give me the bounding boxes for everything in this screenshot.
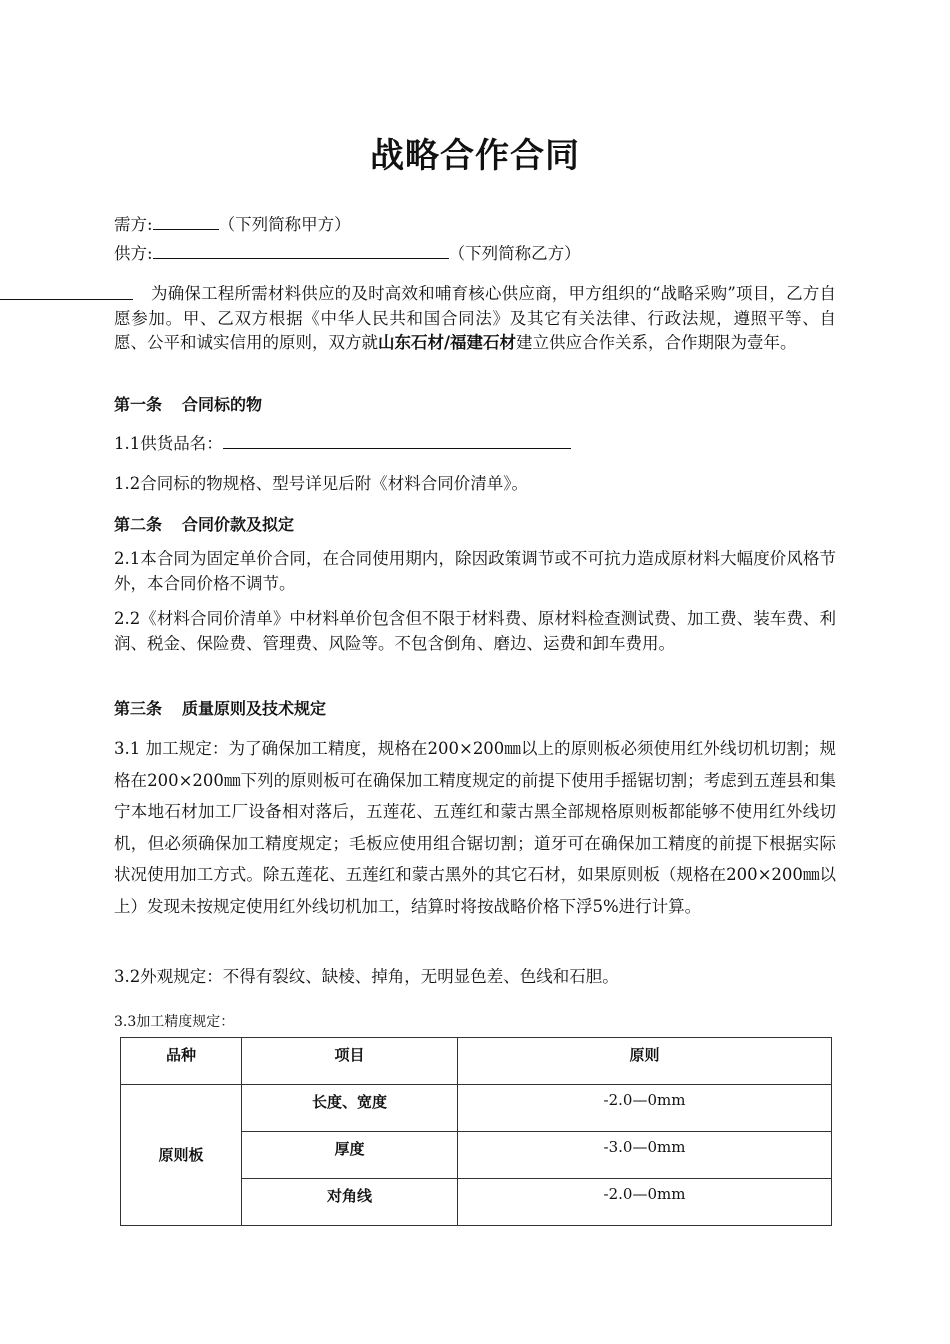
article2-title: 合同价款及拟定 — [182, 515, 295, 534]
demand-suffix: （下列简称甲方） — [218, 215, 351, 234]
supply-label: 供方: — [114, 244, 153, 263]
article3-item3: 3.3加工精度规定： — [114, 1014, 235, 1030]
intro-tail: 建立供应合作关系，合作期限为壹年。 — [516, 333, 797, 352]
header-item: 项目 — [242, 1038, 458, 1085]
item-cell: 长度、宽度 — [242, 1085, 458, 1132]
demand-blank — [153, 211, 219, 230]
product-name-label: 1.1供货品名： — [114, 434, 223, 453]
article1-item2: 1.2合同标的物规格、型号详见后附《材料合同价清单》。 — [114, 474, 528, 493]
standard-cell: -3.0—0mm — [458, 1132, 832, 1179]
supply-blank — [153, 240, 449, 259]
intro-paragraph — [114, 282, 836, 356]
article2-item1: 2.1本合同为固定单价合同，在合同使用期内，除因政策调节或不可抗力造成原材料大幅度价风格节外，本合同价格不调节。 — [114, 549, 836, 593]
article1-number: 第一条 — [114, 395, 163, 414]
table-row — [121, 1085, 832, 1132]
article2-number: 第二条 — [114, 515, 163, 534]
item-cell: 厚度 — [242, 1132, 458, 1179]
intro-text: 为确保工程所需材料供应的及时高效和哺育核心供应商，甲方组织的“战略采购”项目，乙方自愿参加。甲、乙双方根据《中华人民共和国合同法》及其它有关法律、行政法规，遵照平等、自愿、公平和诚实信用的原则，双方就 — [114, 284, 836, 352]
article1-heading — [114, 392, 262, 415]
article2-item2: 2.2《材料合同价清单》中材料单价包含但不限于材料费、原材料检查测试费、加工费、装车费、利润、税金、保险费、管理费、风险等。不包含倒角、磨边、运费和卸车费用。 — [114, 609, 836, 653]
product-name-blank — [223, 430, 571, 449]
article1-title: 合同标的物 — [182, 395, 263, 414]
article3-number: 第三条 — [114, 699, 163, 718]
supply-party-line — [114, 240, 581, 266]
intro-bold-material: 山东石材/福建石材 — [378, 333, 517, 352]
standard-cell: -2.0—0mm — [458, 1085, 832, 1132]
article2-heading — [114, 512, 294, 535]
standard-cell: -2.0—0mm — [458, 1179, 832, 1226]
precision-table — [120, 1037, 832, 1226]
article3-item1: 3.1 加工规定：为了确保加工精度，规格在200×200㎜以上的原则板必须使用红外线切机切割；规格在200×200㎜下列的原则板可在确保加工精度规定的前提下使用手摇锯切割；考虑到五莲县和集宁本地石材加工厂设备相对落后，五莲花、五莲红和蒙古黑全部规格原则板都能够不使用红外线切机，但必须确保加工精度规定；毛板应使用组合锯切割；道牙可在确保加工精度的前提下根据实际状况使用加工方式。除五莲花、五莲红和蒙古黑外的其它石材，如果原则板（规格在200×200㎜以上）发现未按规定使用红外线切机加工，结算时将按战略价格下浮5%进行计算。 — [114, 739, 836, 916]
item-cell: 对角线 — [242, 1179, 458, 1226]
article1-item1 — [114, 430, 571, 456]
supply-suffix: （下列简称乙方） — [448, 244, 581, 263]
article3-item2: 3.2外观规定：不得有裂纹、缺棱、掉角，无明显色差、色线和石胆。 — [114, 967, 619, 986]
demand-party-line — [114, 211, 351, 237]
article3-heading — [114, 696, 326, 719]
header-standard: 原则 — [458, 1038, 832, 1085]
demand-label: 需方: — [114, 215, 153, 234]
variety-cell: 原则板 — [121, 1085, 242, 1226]
document-title: 战略合作合同 — [370, 136, 580, 176]
table-header-row — [121, 1038, 832, 1085]
header-variety: 品种 — [121, 1038, 242, 1085]
article3-title: 质量原则及技术规定 — [182, 699, 327, 718]
